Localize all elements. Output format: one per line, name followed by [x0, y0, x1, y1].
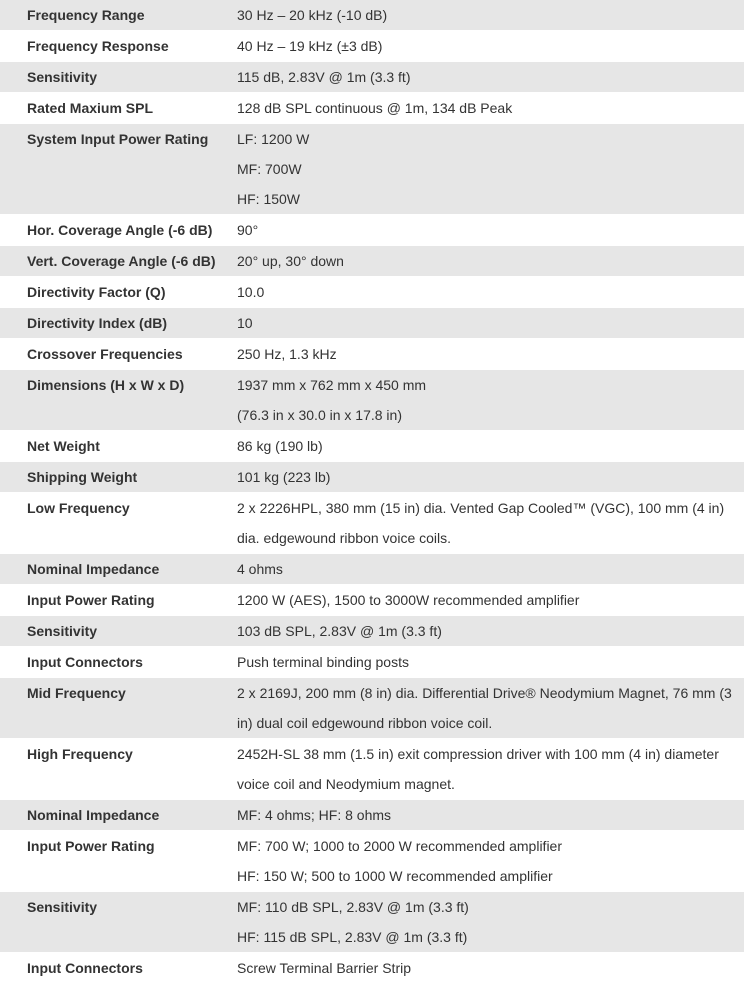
spec-value-line: 1937 mm x 762 mm x 450 mm	[237, 377, 427, 393]
spec-row	[0, 953, 744, 984]
spec-label: Directivity Factor (Q)	[0, 277, 227, 308]
spec-value-line: 30 Hz – 20 kHz (-10 dB)	[237, 7, 388, 23]
spec-label: Frequency Response	[0, 31, 227, 62]
spec-row	[0, 215, 744, 246]
spec-value-line: MF: 700 W; 1000 to 2000 W recommended amplifier	[237, 838, 563, 854]
spec-value	[227, 554, 744, 585]
spec-label: Directivity Index (dB)	[0, 308, 227, 339]
spec-label: Vert. Coverage Angle (-6 dB)	[0, 246, 227, 277]
spec-value	[227, 31, 744, 62]
spec-value-line: 2452H-SL 38 mm (1.5 in) exit compression driver with 100 mm (4 in) diameter voice coil and Neodymium magnet.	[237, 746, 719, 792]
spec-row	[0, 62, 744, 93]
spec-label: Input Connectors	[0, 647, 227, 678]
spec-row	[0, 800, 744, 831]
spec-label: Input Power Rating	[0, 831, 227, 892]
spec-row	[0, 124, 744, 215]
spec-label: Frequency Range	[0, 0, 227, 31]
spec-label: Sensitivity	[0, 616, 227, 647]
spec-value	[227, 739, 744, 800]
spec-value-line: Push terminal binding posts	[237, 654, 409, 670]
spec-label: Rated Maxium SPL	[0, 93, 227, 124]
spec-value	[227, 831, 744, 892]
spec-row	[0, 93, 744, 124]
spec-label: Input Power Rating	[0, 585, 227, 616]
spec-label: Hor. Coverage Angle (-6 dB)	[0, 215, 227, 246]
spec-value	[227, 215, 744, 246]
spec-value-line: 103 dB SPL, 2.83V @ 1m (3.3 ft)	[237, 623, 442, 639]
spec-value	[227, 308, 744, 339]
spec-value-line: 4 ohms	[237, 561, 283, 577]
spec-value	[227, 800, 744, 831]
spec-row	[0, 892, 744, 953]
spec-label: Sensitivity	[0, 62, 227, 93]
spec-row	[0, 493, 744, 554]
spec-value	[227, 953, 744, 984]
spec-value	[227, 62, 744, 93]
spec-value-line: 86 kg (190 lb)	[237, 438, 323, 454]
spec-row	[0, 370, 744, 431]
spec-label: System Input Power Rating	[0, 124, 227, 215]
spec-value	[227, 370, 744, 431]
spec-value-line: 90°	[237, 222, 259, 238]
spec-row	[0, 739, 744, 800]
spec-label: High Frequency	[0, 739, 227, 800]
spec-value-line: 10.0	[237, 284, 265, 300]
spec-row	[0, 431, 744, 462]
spec-row	[0, 31, 744, 62]
spec-value	[227, 678, 744, 739]
spec-value-line: LF: 1200 W	[237, 131, 310, 147]
spec-row	[0, 585, 744, 616]
spec-value	[227, 431, 744, 462]
spec-row	[0, 831, 744, 892]
spec-value	[227, 339, 744, 370]
spec-value-line: 2 x 2226HPL, 380 mm (15 in) dia. Vented Gap Cooled™ (VGC), 100 mm (4 in) dia. edgewound ribbon voice coils.	[237, 500, 725, 546]
spec-value-line: MF: 700W	[237, 161, 302, 177]
spec-row	[0, 554, 744, 585]
spec-value-line: 40 Hz – 19 kHz (±3 dB)	[237, 38, 383, 54]
spec-value-line: (76.3 in x 30.0 in x 17.8 in)	[237, 407, 402, 423]
spec-value-line: 250 Hz, 1.3 kHz	[237, 346, 337, 362]
spec-row	[0, 647, 744, 678]
spec-value	[227, 0, 744, 31]
spec-label: Mid Frequency	[0, 678, 227, 739]
spec-value	[227, 585, 744, 616]
spec-value	[227, 493, 744, 554]
spec-value-line: 115 dB, 2.83V @ 1m (3.3 ft)	[237, 69, 411, 85]
spec-value	[227, 892, 744, 953]
spec-value	[227, 277, 744, 308]
spec-row	[0, 462, 744, 493]
spec-row	[0, 308, 744, 339]
spec-value	[227, 647, 744, 678]
spec-value	[227, 246, 744, 277]
spec-value-line: 1200 W (AES), 1500 to 3000W recommended amplifier	[237, 592, 580, 608]
spec-label: Shipping Weight	[0, 462, 227, 493]
spec-value	[227, 462, 744, 493]
spec-label: Nominal Impedance	[0, 800, 227, 831]
spec-value-line: HF: 150 W; 500 to 1000 W recommended amplifier	[237, 868, 553, 884]
spec-label: Net Weight	[0, 431, 227, 462]
spec-value-line: MF: 4 ohms; HF: 8 ohms	[237, 807, 392, 823]
spec-value-line: 2 x 2169J, 200 mm (8 in) dia. Differential Drive® Neodymium Magnet, 76 mm (3 in) dual coil edgewound ribbon voice coil.	[237, 685, 732, 731]
spec-label: Input Connectors	[0, 953, 227, 984]
spec-value-line: MF: 110 dB SPL, 2.83V @ 1m (3.3 ft)	[237, 899, 469, 915]
spec-value	[227, 93, 744, 124]
spec-row	[0, 678, 744, 739]
spec-label: Crossover Frequencies	[0, 339, 227, 370]
spec-value-line: Screw Terminal Barrier Strip	[237, 960, 412, 976]
spec-value-line: 101 kg (223 lb)	[237, 469, 331, 485]
spec-label: Sensitivity	[0, 892, 227, 953]
spec-label: Nominal Impedance	[0, 554, 227, 585]
spec-value-line: HF: 150W	[237, 191, 301, 207]
spec-row	[0, 246, 744, 277]
spec-label: Low Frequency	[0, 493, 227, 554]
spec-value-line: 20° up, 30° down	[237, 253, 344, 269]
spec-label: Dimensions (H x W x D)	[0, 370, 227, 431]
spec-row	[0, 0, 744, 31]
spec-value	[227, 616, 744, 647]
spec-value-line: 10	[237, 315, 253, 331]
spec-value-line: HF: 115 dB SPL, 2.83V @ 1m (3.3 ft)	[237, 929, 468, 945]
spec-value-line: 128 dB SPL continuous @ 1m, 134 dB Peak	[237, 100, 513, 116]
spec-row	[0, 616, 744, 647]
spec-row	[0, 277, 744, 308]
spec-value	[227, 124, 744, 215]
spec-row	[0, 339, 744, 370]
